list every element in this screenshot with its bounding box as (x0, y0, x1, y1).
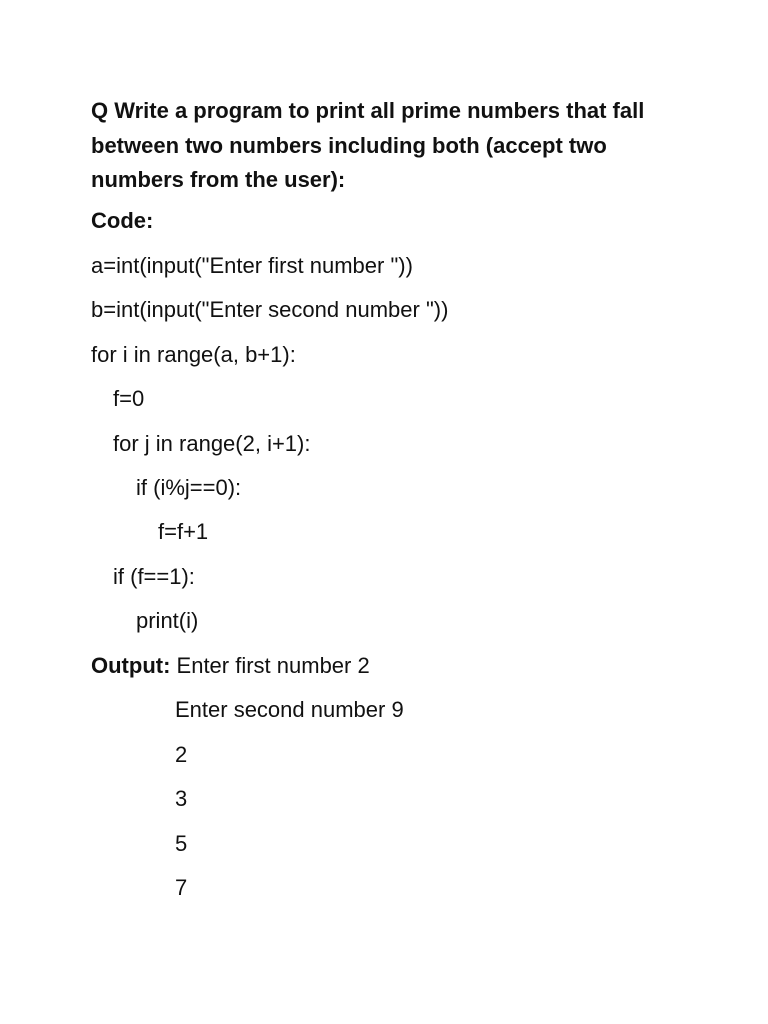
code-line: f=0 (113, 386, 145, 411)
question-text: Q Write a program to print all prime numbers that fall between two numbers including both (accept two numbers from the user): (91, 98, 645, 192)
output-label: Output: (91, 653, 171, 678)
code-heading: Code: (91, 208, 154, 233)
code-line: a=int(input("Enter first number ")) (91, 253, 413, 278)
code-line: b=int(input("Enter second number ")) (91, 297, 449, 322)
code-line: f=f+1 (158, 519, 209, 544)
output-text: Enter first number 2 (176, 653, 370, 678)
output-line: 3 (175, 786, 188, 811)
output-line: 2 (175, 742, 188, 767)
output-line: 5 (175, 831, 188, 856)
code-line: if (i%j==0): (136, 475, 242, 500)
output-line: Enter second number 9 (175, 697, 404, 722)
code-line: if (f==1): (113, 564, 195, 589)
code-line: print(i) (136, 608, 199, 633)
code-line: for i in range(a, b+1): (91, 342, 296, 367)
output-line: 7 (175, 875, 188, 900)
code-line: for j in range(2, i+1): (113, 431, 311, 456)
output-line (91, 651, 370, 681)
